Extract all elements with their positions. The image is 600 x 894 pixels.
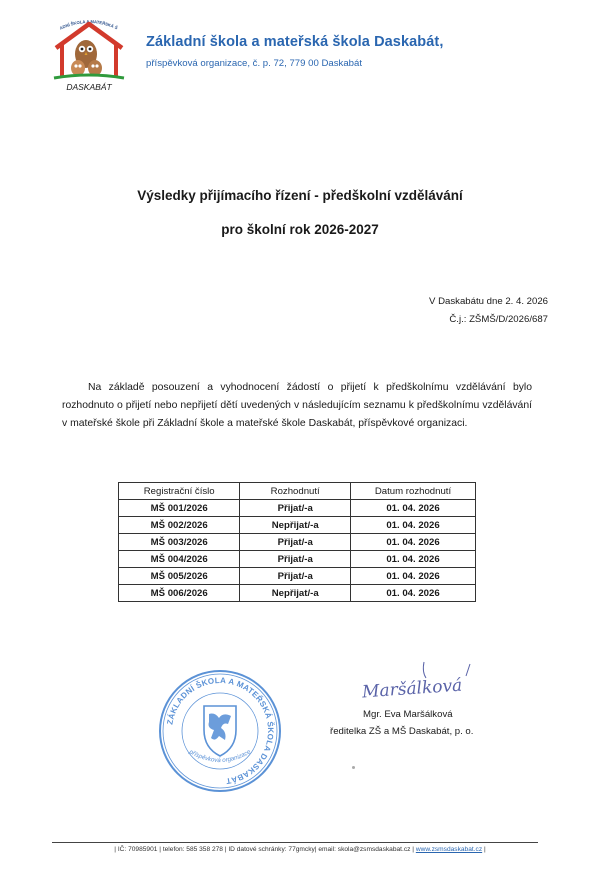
cell-date: 01. 04. 2026 bbox=[351, 551, 476, 568]
document-subtitle: pro školní rok 2026-2027 bbox=[221, 222, 379, 237]
table-row bbox=[119, 534, 476, 551]
svg-text:ZÁKLADNÍ ŠKOLA A MATEŘSKÁ ŠKOL: ADNÍ ŠKOLA A MATEŘSKÁ Š bbox=[58, 18, 119, 31]
logo-label: DASKABÁT bbox=[66, 82, 112, 92]
cell-registration: MŠ 004/2026 bbox=[119, 551, 240, 568]
cell-decision: Nepřijat/-a bbox=[240, 585, 351, 602]
school-name: Základní škola a mateřská škola Daskabát, bbox=[146, 34, 444, 50]
table-header-row bbox=[119, 483, 476, 500]
table-row bbox=[119, 568, 476, 585]
cell-date: 01. 04. 2026 bbox=[351, 517, 476, 534]
footer-divider bbox=[52, 842, 538, 843]
cell-date: 01. 04. 2026 bbox=[351, 500, 476, 517]
table-row bbox=[119, 500, 476, 517]
signer-role: ředitelka ZŠ a MŠ Daskabát, p. o. bbox=[330, 726, 474, 737]
document-reference: Č.j.: ZŠMŠ/D/2026/687 bbox=[449, 314, 548, 325]
header-date: Datum rozhodnutí bbox=[351, 483, 476, 500]
mark-dot bbox=[352, 766, 355, 769]
official-stamp bbox=[157, 668, 283, 794]
decision-paragraph: Na základě posouzení a vyhodnocení žádostí o přijetí k předškolnímu vzdělávání bylo rozhodnuto o přijetí nebo nepřijetí dětí uvedených v následujícím seznamu k předškolnímu vzdělávání v mateřské škole při Základní škole a mateřské škole Daskabát, příspěvkové organizaci. bbox=[62, 382, 532, 429]
cell-registration: MŠ 002/2026 bbox=[119, 517, 240, 534]
cell-decision: Nepřijat/-a bbox=[240, 517, 351, 534]
school-address: příspěvková organizace, č. p. 72, 779 00 Daskabát bbox=[146, 58, 362, 69]
document-date: V Daskabátu dne 2. 4. 2026 bbox=[429, 296, 548, 307]
cell-registration: MŠ 001/2026 bbox=[119, 500, 240, 517]
cell-date: 01. 04. 2026 bbox=[351, 585, 476, 602]
cell-decision: Přijat/-a bbox=[240, 568, 351, 585]
cell-decision: Přijat/-a bbox=[240, 534, 351, 551]
table-row bbox=[119, 551, 476, 568]
svg-text:ZÁKLADNÍ ŠKOLA A MATEŘSKÁ ŠKOL: ZÁKLADNÍ ŠKOLA A MATEŘSKÁ ŠKOLA DASKABÁT bbox=[165, 675, 276, 786]
footer-contacts bbox=[0, 846, 600, 853]
cell-registration: MŠ 003/2026 bbox=[119, 534, 240, 551]
cell-registration: MŠ 006/2026 bbox=[119, 585, 240, 602]
table-row bbox=[119, 585, 476, 602]
footer-info: | IČ: 70985901 | telefon: 585 358 278 | ID datové schránky: 77gmcky| email: skola@zsmsdaskabat.cz | bbox=[114, 846, 414, 853]
website-link[interactable]: www.zsmsdaskabat.cz bbox=[415, 846, 483, 853]
header-decision: Rozhodnutí bbox=[240, 483, 351, 500]
cell-registration: MŠ 005/2026 bbox=[119, 568, 240, 585]
cell-decision: Přijat/-a bbox=[240, 500, 351, 517]
footer-end: | bbox=[482, 846, 486, 853]
signer-name: Mgr. Eva Maršálková bbox=[363, 709, 453, 720]
school-logo bbox=[48, 14, 130, 94]
cell-date: 01. 04. 2026 bbox=[351, 534, 476, 551]
svg-text:Maršálková: Maršálková bbox=[361, 675, 463, 703]
document-title: Výsledky přijímacího řízení - předškolní vzdělávání bbox=[137, 188, 463, 203]
cell-decision: Přijat/-a bbox=[240, 551, 351, 568]
header-registration: Registrační číslo bbox=[119, 483, 240, 500]
svg-text:příspěvková organizace: příspěvková organizace bbox=[188, 748, 252, 765]
table-row bbox=[119, 517, 476, 534]
handwritten-signature bbox=[352, 658, 482, 704]
cell-date: 01. 04. 2026 bbox=[351, 568, 476, 585]
results-table bbox=[118, 482, 476, 602]
